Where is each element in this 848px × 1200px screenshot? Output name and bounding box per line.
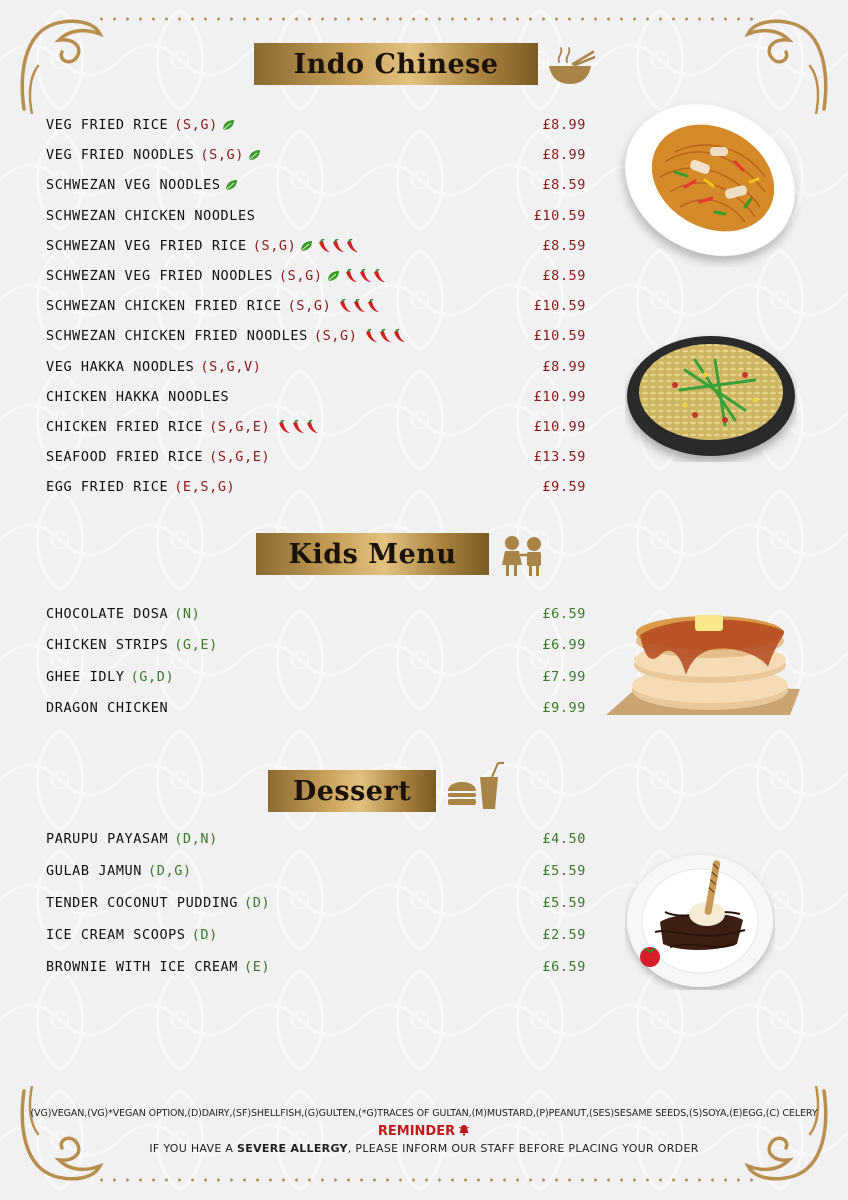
top-dotted-border: [95, 17, 755, 21]
menu-item-name: VEG HAKKA NOODLES: [46, 358, 195, 375]
menu-item: [46, 417, 586, 437]
menu-item: [46, 829, 586, 849]
menu-item-price: £10.59: [533, 328, 586, 345]
menu-item-price: £8.59: [542, 268, 586, 284]
noodle-bowl-icon: [545, 44, 595, 86]
menu-item-name: VEG FRIED RICE: [46, 117, 169, 133]
menu-item-name: CHOCOLATE DOSA: [46, 606, 169, 622]
menu-item-markers: [361, 329, 407, 343]
menu-item: [46, 266, 586, 286]
menu-item-price: £8.59: [542, 177, 586, 194]
menu-item: [46, 357, 586, 377]
menu-item: [46, 326, 586, 346]
menu-item-price: £4.50: [542, 831, 586, 847]
bell-icon: [458, 1124, 470, 1136]
menu-item-allergens: (E,S,G): [174, 479, 236, 496]
menu-item-price: £8.59: [542, 237, 586, 254]
menu-item-price: £8.99: [542, 117, 586, 133]
corner-ornament-top-left: [14, 14, 104, 114]
menu-item: [46, 698, 586, 718]
menu-item: [46, 175, 586, 195]
allergen-legend: (VG)VEGAN,(VG)*VEGAN OPTION,(D)DAIRY,(SF)SHELLFISH,(G)GULTEN,(*G)TRACES OF GULTAN,(M)MUSTARD,(P)PEANUT,(SES)SESAME SEEDS,(S)SOYA,(E)EGG,(C) CELERY: [30, 1108, 818, 1119]
vegetarian-leaf-icon: [225, 179, 238, 191]
section-title-kids-menu: Kids Menu: [256, 533, 489, 575]
menu-item-markers: [248, 149, 261, 161]
menu-item-allergens: (D,G): [148, 863, 192, 879]
menu-item: [46, 387, 586, 407]
menu-item-allergens: (D,N): [174, 831, 218, 847]
menu-item-price: £10.59: [533, 298, 586, 315]
chili-spice-icon: [304, 420, 320, 434]
menu-item-markers: [327, 269, 387, 283]
menu-item-name: SCHWEZAN CHICKEN FRIED RICE: [46, 298, 282, 315]
menu-item-allergens: (S,G): [278, 268, 323, 284]
menu-item: [46, 296, 586, 316]
menu-item-name: SEAFOOD FRIED RICE: [46, 449, 204, 466]
chili-spice-icon: [365, 299, 381, 313]
menu-item: [46, 236, 586, 256]
reminder-label: REMINDER: [377, 1124, 456, 1139]
menu-item-allergens: (N): [174, 606, 201, 622]
reminder-heading: [0, 1124, 848, 1139]
menu-item-name: SCHWEZAN CHICKEN FRIED NOODLES: [46, 328, 308, 345]
menu-item-allergens: (S,G): [313, 328, 358, 345]
menu-item-markers: [300, 239, 360, 253]
menu-item-price: £2.59: [542, 927, 586, 943]
menu-item: [46, 477, 586, 497]
menu-item-name: SCHWEZAN CHICKEN NOODLES: [46, 207, 256, 224]
bottom-dotted-border: [95, 1178, 755, 1182]
menu-item: [46, 635, 586, 655]
menu-item-name: TENDER COCONUT PUDDING: [46, 895, 239, 911]
menu-item-name: GHEE IDLY: [46, 668, 125, 685]
menu-item-price: £9.59: [542, 479, 586, 496]
allergy-notice-start: IF YOU HAVE A: [149, 1142, 238, 1155]
menu-item-price: £10.99: [533, 388, 586, 405]
menu-item-name: CHICKEN STRIPS: [46, 637, 169, 654]
menu-item-allergens: (E): [244, 959, 271, 975]
menu-item-allergens: (S,G,V): [200, 358, 262, 375]
menu-item-price: £10.99: [533, 419, 586, 435]
chili-spice-icon: [391, 329, 407, 343]
menu-item-allergens: (G,E): [174, 637, 218, 654]
menu-item-name: ICE CREAM SCOOPS: [46, 927, 186, 943]
menu-item-price: £6.59: [542, 606, 586, 622]
menu-item: [46, 893, 586, 913]
menu-item-allergens: (S,G,E): [209, 449, 271, 466]
menu-item-price: £5.59: [542, 895, 586, 911]
menu-item-allergens: (S,G): [174, 117, 218, 133]
menu-item-name: SCHWEZAN VEG FRIED RICE: [46, 237, 247, 254]
menu-item: [46, 115, 586, 135]
menu-item-allergens: (G,D): [130, 668, 175, 685]
chili-spice-icon: [344, 239, 360, 253]
chili-spice-icon: [371, 269, 387, 283]
menu-item-name: GULAB JAMUN: [46, 863, 143, 879]
menu-item-price: £8.99: [542, 358, 586, 375]
menu-item-name: CHICKEN FRIED RICE: [46, 419, 204, 435]
menu-item-markers: [274, 420, 320, 434]
menu-item-price: £6.99: [542, 637, 586, 654]
menu-item: [46, 447, 586, 467]
menu-item: [46, 667, 586, 687]
kids-icon: [498, 533, 550, 577]
menu-item: [46, 861, 586, 881]
menu-item-name: VEG FRIED NOODLES: [46, 147, 195, 164]
menu-item-name: CHICKEN HAKKA NOODLES: [46, 388, 230, 405]
menu-item-name: DRAGON CHICKEN: [46, 699, 169, 716]
menu-item-allergens: (S,G): [200, 147, 245, 164]
allergy-notice: [0, 1142, 848, 1155]
menu-item-price: £6.59: [542, 959, 586, 975]
menu-item-name: BROWNIE WITH ICE CREAM: [46, 959, 239, 975]
menu-item-price: £13.59: [533, 449, 586, 466]
menu-item-allergens: (S,G): [252, 237, 297, 254]
menu-item-allergens: (D): [244, 895, 271, 911]
fried-rice-dish-photo: [625, 330, 797, 462]
menu-item-price: £7.99: [542, 668, 586, 685]
vegetarian-leaf-icon: [248, 149, 261, 161]
menu-item-markers: [222, 119, 235, 131]
allergy-notice-end: , PLEASE INFORM OUR STAFF BEFORE PLACING YOUR ORDER: [347, 1142, 699, 1155]
pancakes-photo: [600, 605, 800, 720]
vegetarian-leaf-icon: [300, 240, 313, 252]
menu-item-price: £8.99: [542, 147, 586, 164]
menu-item: [46, 925, 586, 945]
brownie-dessert-photo: [625, 852, 775, 990]
menu-item-price: £9.99: [542, 699, 586, 716]
burger-drink-icon: [446, 761, 506, 811]
menu-item-name: PARUPU PAYASAM: [46, 831, 169, 847]
menu-item-allergens: (S,G): [287, 298, 332, 315]
menu-item: [46, 145, 586, 165]
menu-item-price: £10.59: [533, 207, 586, 224]
vegetarian-leaf-icon: [222, 119, 235, 131]
section-title-indo-chinese: Indo Chinese: [254, 43, 538, 85]
menu-item-price: £5.59: [542, 863, 586, 879]
menu-item: [46, 957, 586, 977]
menu-item: [46, 206, 586, 226]
allergy-notice-bold: SEVERE ALLERGY: [237, 1142, 348, 1155]
menu-item-markers: [225, 179, 238, 191]
section-title-dessert: Dessert: [268, 770, 436, 812]
menu-item-markers: [335, 299, 381, 313]
menu-item-allergens: (S,G,E): [209, 419, 271, 435]
noodles-dish-photo: [615, 92, 805, 267]
vegetarian-leaf-icon: [327, 270, 340, 282]
menu-item-name: SCHWEZAN VEG NOODLES: [46, 177, 221, 194]
menu-item-allergens: (D): [191, 927, 218, 943]
menu-item-name: SCHWEZAN VEG FRIED NOODLES: [46, 268, 273, 284]
menu-item-name: EGG FRIED RICE: [46, 479, 169, 496]
menu-item: [46, 604, 586, 624]
